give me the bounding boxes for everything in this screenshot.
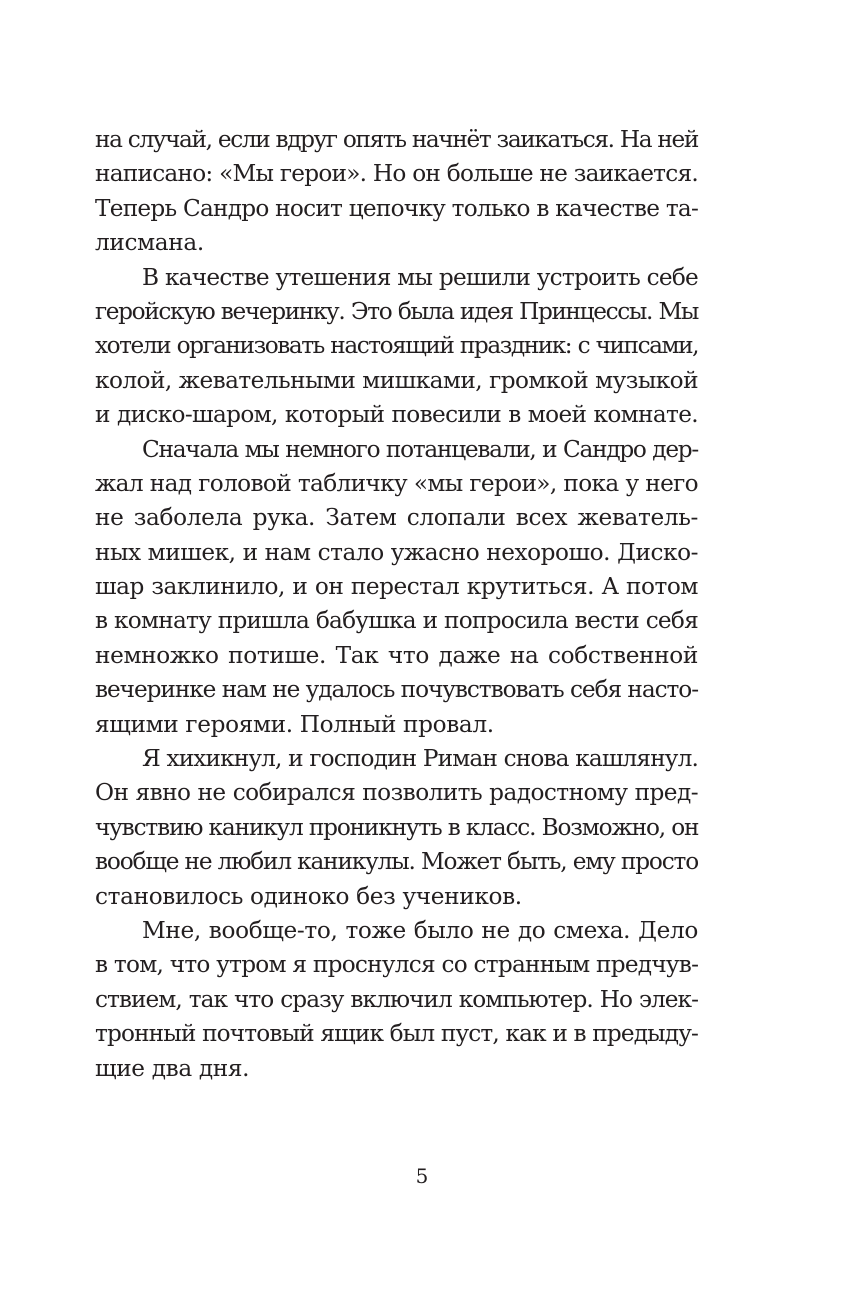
text-line: в том, что утром я проснулся со странным предчув- [95,951,699,979]
text-line: тронный почтовый ящик был пуст, как и в предыду- [95,1020,698,1048]
text-line: хотели организовать настоящий праздник: с чипсами, [95,332,698,360]
text-line: на случай, если вдруг опять начнёт заикаться. На ней [95,126,698,153]
text-line: колой, жевательными мишками, громкой музыкой [95,366,698,394]
text-line: геройскую вечеринку. Это была идея Принцессы. Мы [95,297,698,325]
text-line: Сначала мы немного потанцевали, и Сандро дер- [142,435,698,463]
text-line: ных мишек, и нам стало ужасно нехорошо. Диско- [95,538,698,566]
text-line: написано: «Мы герои». Но он больше не заикается. [95,160,698,188]
text-line: Я хихикнул, и господин Риман снова кашлянул. [142,745,698,773]
body-text [95,123,698,1086]
text-line: в комнату пришла бабушка и попросила вести себя [95,607,698,635]
text-line: ящими героями. Полный провал. [95,710,494,738]
text-line: и диско-шаром, который повесили в моей комнате. [95,401,698,429]
text-line: шар заклинило, и он перестал крутиться. А потом [95,573,698,601]
text-line: Теперь Сандро носит цепочку только в качестве та- [95,194,699,222]
text-line: жал над головой табличку «мы герои», пока у него [95,469,698,497]
text-line: лисмана. [95,229,204,257]
text-line: не заболела рука. Затем слопали всех жеватель- [95,504,698,532]
text-line: вечеринке нам не удалось почувствовать себя насто- [95,676,698,704]
text-line: вообще не любил каникулы. Может быть, ему просто [95,848,699,876]
text-line: ствием, так что сразу включил компьютер. Но элек- [95,985,698,1013]
text-line: В качестве утешения мы решили устроить себе [142,263,698,291]
text-line: Мне, вообще-то, тоже было не до смеха. Дело [142,916,698,944]
text-line: чувствию каникул проникнуть в класс. Возможно, он [95,813,699,841]
page-number: 5 [415,1164,429,1188]
text-line: немножко потише. Так что даже на собственной [95,641,698,669]
text-line: щие два дня. [95,1054,250,1082]
text-line: становилось одиноко без учеников. [95,882,522,910]
text-line: Он явно не собирался позволить радостному пред- [95,779,698,807]
